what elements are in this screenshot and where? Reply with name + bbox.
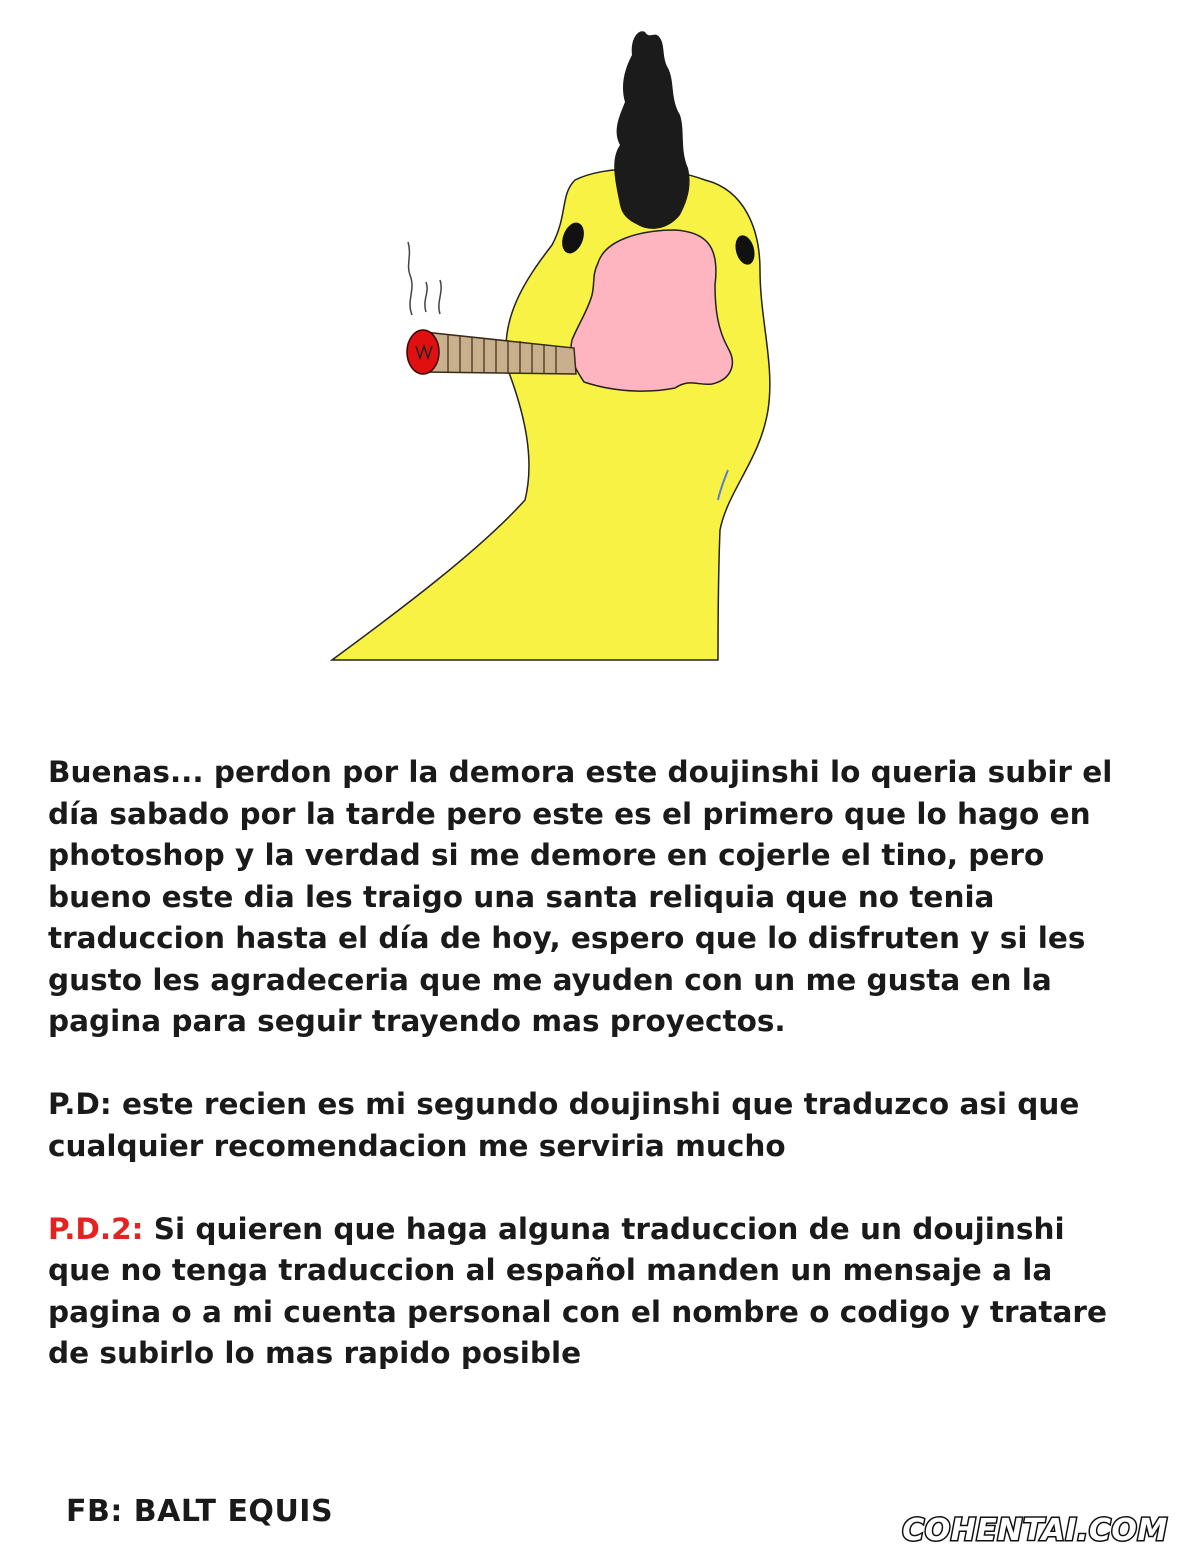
pd2-label: P.D.2: — [48, 1211, 144, 1246]
note-paragraph-2: P.D: este recien es mi segundo doujinshi que traduzco asi que cualquier recomendacion me serviria mucho — [48, 1087, 1080, 1163]
watermark-text: COHENTAI.COM — [902, 1513, 1168, 1548]
smoke-icon — [408, 242, 441, 315]
crest-icon — [614, 31, 689, 229]
note-paragraph-3 — [48, 1209, 1128, 1375]
site-watermark — [890, 1502, 1180, 1552]
note-paragraph-1: Buenas... perdon por la demora este doujinshi lo queria subir el día sabado por la tarde pero este es el primero que lo hago en photoshop y la verdad si me demore en cojerle el tino, pero bueno este dia les traigo una santa reliquia que no tenia traduccion hasta el día de hoy, espero que lo disfruten y si les gusto les agradeceria que me ayuden con un me gusta en la pagina para seguir trayendo mas proyectos. — [48, 755, 1113, 1038]
translator-note — [48, 752, 1128, 1375]
note-paragraph-3-text: Si quieren que haga alguna traduccion de un doujinshi que no tenga traduccion al español manden un mensaje a la pagina o a mi cuenta personal con el nombre o codigo y tratare de subirlo lo mas rapido posible — [48, 1211, 1107, 1370]
duck-illustration-svg — [320, 20, 780, 670]
facebook-signature: FB: BALT EQUIS — [66, 1494, 334, 1529]
duck-illustration — [320, 20, 780, 670]
watermark-logo — [890, 1502, 1180, 1552]
